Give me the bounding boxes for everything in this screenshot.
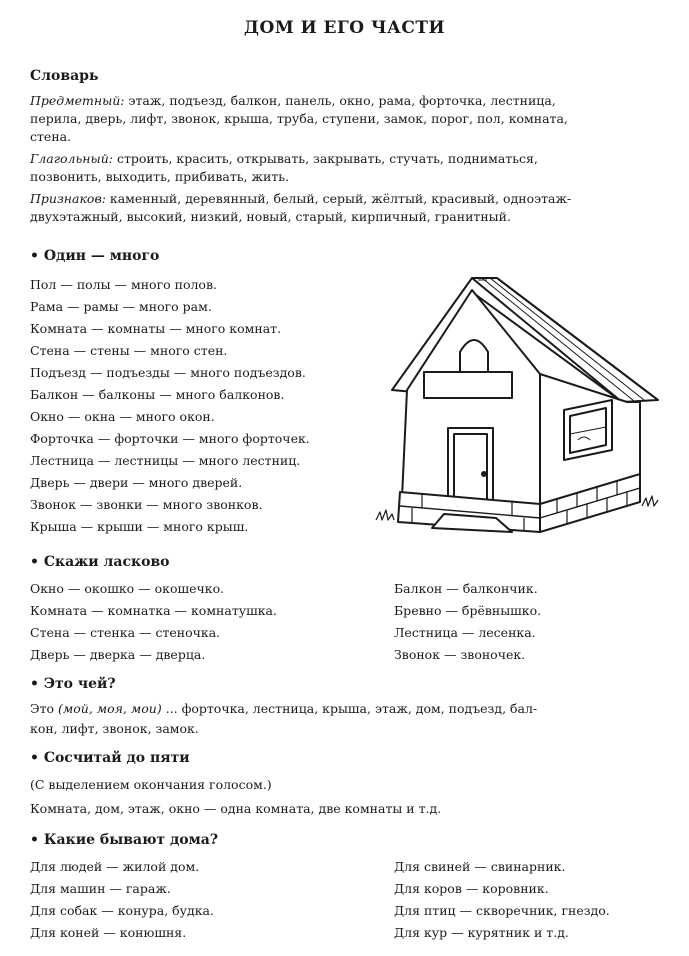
verb-label: Глагольный: xyxy=(30,151,113,166)
list-item: Для свиней — свинарник. xyxy=(394,859,566,874)
list-item: Для собак — конура, будка. xyxy=(30,903,214,918)
attr-line-1 xyxy=(30,190,660,208)
verb-line-2: позвонить, выходить, прибивать, жить. xyxy=(30,169,290,184)
list-item: Для машин — гараж. xyxy=(30,881,171,896)
dictionary-heading: Словарь xyxy=(30,68,99,84)
list-item: Звонок — звонки — много звонков. xyxy=(30,497,263,512)
house-illustration xyxy=(372,270,672,542)
list-item: Балкон — балкончик. xyxy=(394,581,538,596)
subject-line-2: перила, дверь, лифт, звонок, крыша, труба, ступени, замок, порог, пол, комната, xyxy=(30,111,568,126)
subject-line-1 xyxy=(30,92,660,110)
list-item: Лестница — лесенка. xyxy=(394,625,536,640)
whose-line-1 xyxy=(30,700,660,718)
whose-prefix: Это xyxy=(30,701,55,716)
subject-label: Предметный: xyxy=(30,93,125,108)
list-item: Дверь — дверка — дверца. xyxy=(30,647,206,662)
list-item: Окно — окна — много окон. xyxy=(30,409,215,424)
whose-text: ... форточка, лестница, крыша, этаж, дом, подъезд, бал- xyxy=(165,701,538,716)
list-item: Дверь — двери — много дверей. xyxy=(30,475,243,490)
houses-heading: • Какие бывают дома? xyxy=(30,832,219,848)
verb-text-1: строить, красить, открывать, закрывать, стучать, подниматься, xyxy=(116,151,538,166)
attr-line-2: двухэтажный, высокий, низкий, новый, старый, кирпичный, гранитный. xyxy=(30,209,511,224)
page-title: ДОМ И ЕГО ЧАСТИ xyxy=(243,18,446,38)
count-note: (С выделением окончания голосом.) xyxy=(30,777,272,792)
list-item: Бревно — брёвнышко. xyxy=(394,603,542,618)
list-item: Лестница — лестницы — много лестниц. xyxy=(30,453,301,468)
list-item: Для людей — жилой дом. xyxy=(30,859,200,874)
subject-text-1: этаж, подъезд, балкон, панель, окно, рама, форточка, лестница, xyxy=(128,93,556,108)
list-item: Пол — полы — много полов. xyxy=(30,277,217,292)
whose-heading: • Это чей? xyxy=(30,676,116,692)
list-item: Комната — комнаты — много комнат. xyxy=(30,321,282,336)
verb-line-1 xyxy=(30,150,660,168)
list-item: Форточка — форточки — много форточек. xyxy=(30,431,310,446)
list-item: Для коров — коровник. xyxy=(394,881,549,896)
whose-line-2: кон, лифт, звонок, замок. xyxy=(30,721,199,736)
list-item: Балкон — балконы — много балконов. xyxy=(30,387,285,402)
list-item: Для коней — конюшня. xyxy=(30,925,187,940)
list-item: Для кур — курятник и т.д. xyxy=(394,925,569,940)
count-heading: • Сосчитай до пяти xyxy=(30,750,190,766)
list-item: Звонок — звоночек. xyxy=(394,647,526,662)
subject-line-3: стена. xyxy=(30,129,72,144)
list-item: Крыша — крыши — много крыш. xyxy=(30,519,249,534)
attr-label: Признаков: xyxy=(30,191,106,206)
affection-heading: • Скажи ласково xyxy=(30,554,170,570)
whose-pronouns: (мой, моя, мои) xyxy=(58,701,162,716)
one-many-heading: • Один — много xyxy=(30,248,160,264)
attr-text-1: каменный, деревянный, белый, серый, жёлтый, красивый, одноэтаж- xyxy=(109,191,572,206)
count-example: Комната, дом, этаж, окно — одна комната, две комнаты и т.д. xyxy=(30,801,442,816)
list-item: Для птиц — скворечник, гнездо. xyxy=(394,903,610,918)
list-item: Стена — стенка — стеночка. xyxy=(30,625,221,640)
list-item: Рама — рамы — много рам. xyxy=(30,299,212,314)
list-item: Стена — стены — много стен. xyxy=(30,343,228,358)
list-item: Окно — окошко — окошечко. xyxy=(30,581,225,596)
list-item: Комната — комнатка — комнатушка. xyxy=(30,603,277,618)
list-item: Подъезд — подъезды — много подъездов. xyxy=(30,365,306,380)
